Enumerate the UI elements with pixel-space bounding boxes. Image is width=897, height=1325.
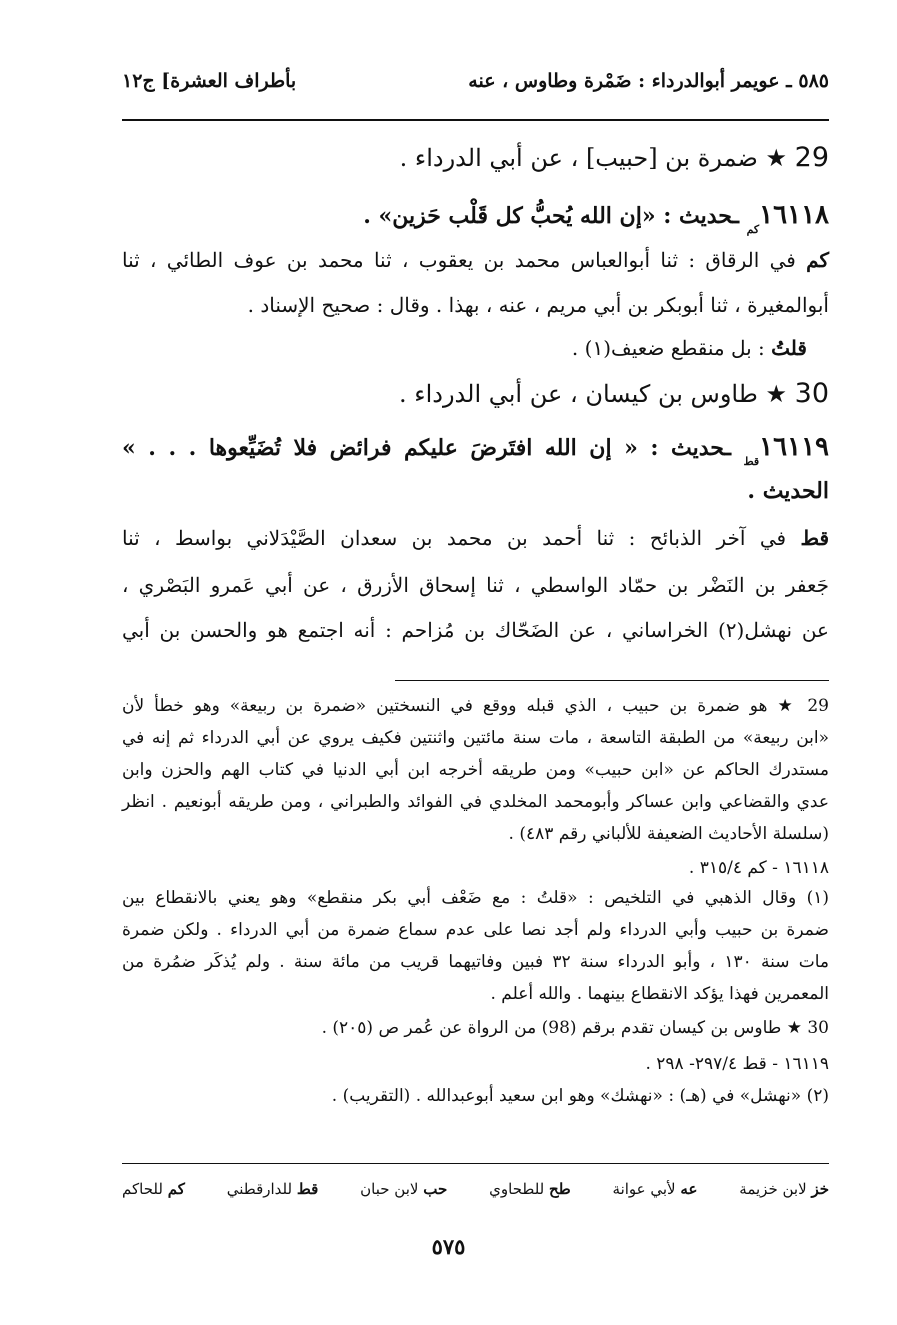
legend-item: قط للدارقطني — [226, 1180, 319, 1198]
hadith-16119-heading: $١٦١١٩_{قط}$ ـحديث : « إن الله افتَرضَ عليكم فرائض فلا تُضَيِّعوها . . . » — [122, 432, 829, 468]
hadith-16118-heading: $١٦١١٨_{كم}$ ـحديث : «إن الله يُحبُّ كل قَلْب حَزين» . — [363, 200, 829, 236]
section-29-heading: 29 ★ ضمرة بن [حبيب] ، عن أبي الدرداء . — [399, 142, 829, 173]
hadith-16119-line-3: عن نهشل(٢) الخراساني ، عن الضَحّاك بن مُزاحم : أنه اجتمع هو والحسن بن أبي — [122, 618, 829, 642]
footnote-rule — [395, 680, 829, 681]
hadith-16118-line-3: قلتُ : بل منقطع ضعيف(١) . — [571, 336, 807, 360]
footnote-29-line-5: (سلسلة الأحاديث الضعيفة للألباني رقم ٤٨٣) . — [508, 824, 829, 844]
footnote-1-line-1: (١) وقال الذهبي في التلخيص : «قلتُ : مع ضَعْف أبي بكر منقطع» وهو يعني بالانقطاع بين — [122, 888, 829, 908]
footnote-2: (٢) «نهشل» في (هـ) : «نهشك» وهو ابن سعيد أبوعبدالله . (التقريب) . — [331, 1086, 829, 1106]
footnote-16119-ref: ١٦١١٩ - قط ٢٩٧/٤- ٢٩٨ . — [645, 1054, 829, 1074]
footnote-30: 30 ★ طاوس بن كيسان تقدم برقم (98) من الرواة عن عُمر ص (٢٠٥) . — [321, 1018, 829, 1038]
footnote-1-line-2: ضمرة بن حبيب وأبي الدرداء ولم أجد نصا على عدم سماع ضمرة من أبي الدرداء . ولكن ضمرة — [122, 920, 829, 940]
legend-rule — [122, 1163, 829, 1164]
running-title: ٥٨٥ ـ عويمر أبوالدرداء : ضَمْرة وطاوس ، عنه — [468, 70, 829, 92]
hadith-16118-line-1: كم في الرقاق : ثنا أبوالعباس محمد بن يعقوب ، ثنا محمد بن عوف الطائي ، ثنا — [122, 248, 829, 272]
footnote-29-line-3: مستدرك الحاكم عن «ابن حبيب» ومن طريقه أخرجه ابن أبي الدنيا في كتاب الهم والحزن وابن — [122, 760, 829, 780]
legend-item: طح للطحاوي — [489, 1180, 571, 1198]
footnote-29-line-1: 29 ★ هو ضمرة بن حبيب ، الذي قبله ووقع في النسختين «ضمرة بن ربيعة» وهو خطأ لأن — [122, 696, 829, 716]
footnote-29-line-4: عدي والقضاعي وابن عساكر وأبومحمد المخلدي في الفوائد والطبراني ، ومن طريقه أبونعيم . انظر — [122, 792, 829, 812]
header-rule — [122, 119, 829, 121]
legend-item: عه لأبي عوانة — [612, 1180, 698, 1198]
footnote-29-line-2: «ابن ربيعة» من الطبقة التاسعة ، مات سنة مائتين واثنتين فكيف يروي عن أبي الدرداء ثم إنه في — [122, 728, 829, 748]
book-title: بأطراف العشرة] ج١٢ — [122, 70, 297, 92]
hadith-16118-line-2: أبوالمغيرة ، ثنا أبوبكر بن أبي مريم ، عنه ، بهذا . وقال : صحيح الإسناد . — [247, 293, 829, 317]
legend-item: كم للحاكم — [122, 1180, 185, 1198]
footnote-1-line-4: المعمرين فهذا يؤكد الانقطاع بينهما . والله أعلم . — [490, 984, 829, 1004]
footnote-1-line-3: مات سنة ١٣٠ ، وأبو الدرداء سنة ٣٢ فبين وفاتيهما قريب من مائة سنة . ولم يُذكَر ضمُرة من — [122, 952, 829, 972]
section-30-heading: 30 ★ طاوس بن كيسان ، عن أبي الدرداء . — [399, 378, 829, 409]
abbreviation-legend — [122, 1180, 829, 1198]
page-header — [122, 66, 829, 106]
hadith-16119-heading-cont: الحديث . — [747, 478, 829, 504]
page-number: ٥٧٥ — [431, 1234, 466, 1259]
hadith-16119-line-2: جَعفر بن النَضْر بن حمّاد الواسطي ، ثنا إسحاق الأزرق ، عن أبي عَمرو البَصْري ، — [122, 573, 829, 597]
legend-item: خز لابن خزيمة — [739, 1180, 829, 1198]
hadith-16119-line-1: قط في آخر الذبائح : ثنا أحمد بن محمد بن سعدان الصَّيْدَلاني بواسط ، ثنا — [122, 526, 829, 550]
footnote-16118-ref: ١٦١١٨ - كم ٣١٥/٤ . — [688, 858, 829, 878]
legend-item: حب لابن حبان — [360, 1180, 448, 1198]
